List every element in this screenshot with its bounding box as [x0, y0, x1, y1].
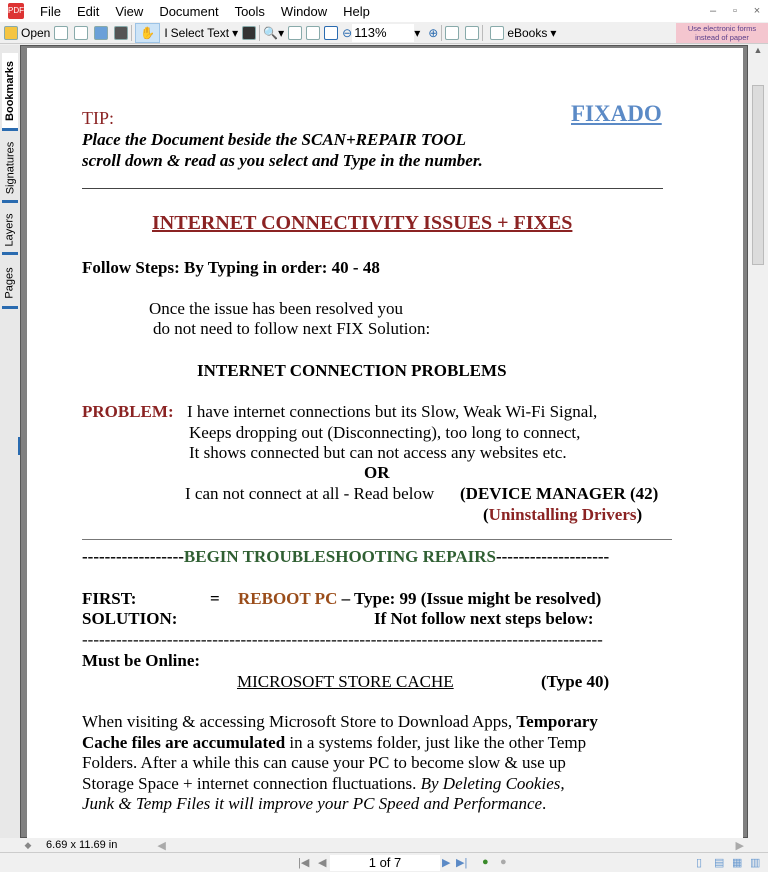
para-line-1	[82, 712, 598, 732]
resolved-note-1: Once the issue has been resolved you	[149, 299, 403, 318]
rotate-counterclockwise-icon[interactable]	[465, 26, 479, 40]
problem-line-4: I can not connect at all - Read below	[185, 484, 435, 503]
print-icon[interactable]	[74, 26, 88, 40]
divider	[482, 25, 483, 41]
tab-layers[interactable]	[2, 207, 18, 255]
pdf-page	[27, 48, 743, 838]
page-size-icon: ◆	[24, 839, 32, 850]
problem-line-1: I have internet connections but its Slow, Weak Wi-Fi Signal,	[187, 402, 598, 421]
menu-bar	[0, 0, 768, 22]
last-page-icon[interactable]: ▶|	[456, 857, 468, 869]
main-heading: INTERNET CONNECTIVITY ISSUES + FIXES	[152, 212, 573, 234]
ebooks-button[interactable]	[486, 23, 560, 43]
side-panel-tabs	[0, 45, 20, 838]
document-viewer	[20, 45, 748, 838]
reboot-text: REBOOT PC	[238, 589, 338, 608]
uninstall-drivers-text: Uninstalling Drivers	[488, 505, 637, 524]
rotate-clockwise-icon[interactable]	[445, 26, 459, 40]
email-icon[interactable]	[94, 26, 108, 40]
select-text-label: Select Text	[170, 25, 230, 40]
if-not-note: If Not follow next steps below:	[374, 609, 594, 628]
tab-label: Bookmarks	[4, 60, 17, 121]
menu-edit[interactable]: Edit	[76, 3, 100, 19]
tab-signatures[interactable]	[2, 135, 18, 203]
menu-file[interactable]: File	[40, 3, 61, 19]
zoom-in-icon[interactable]: 🔍	[263, 25, 279, 40]
menu-tools[interactable]: Tools	[234, 3, 265, 19]
tab-pages[interactable]	[2, 259, 18, 309]
problem-line-2: Keeps dropping out (Disconnecting), too long to connect,	[189, 423, 581, 442]
app-logo-icon: PDF	[8, 3, 24, 19]
text: Junk & Temp Files it will improve your PC Speed and Performance	[82, 794, 543, 813]
next-page-icon[interactable]: ▶	[442, 857, 451, 869]
divider	[131, 25, 132, 41]
select-text-button[interactable]	[160, 23, 242, 43]
para-line-4	[82, 774, 565, 794]
solution-label: SOLUTION:	[82, 609, 178, 628]
continuous-facing-icon[interactable]: ▥	[750, 857, 761, 869]
scroll-up-icon[interactable]: ▲	[753, 45, 763, 55]
store-cache-heading: MICROSOFT STORE CACHE	[237, 672, 454, 691]
open-label: Open	[21, 25, 51, 40]
begin-text: BEGIN TROUBLESHOOTING REPAIRS	[183, 547, 496, 566]
horizontal-scrollbar[interactable]	[20, 838, 748, 852]
dropdown-icon: ▾	[232, 25, 239, 40]
reboot-type: – Type: 99 (Issue might be resolved)	[337, 589, 602, 608]
scroll-left-icon[interactable]: ◀	[157, 839, 166, 852]
text: By Deleting Cookies,	[420, 774, 565, 793]
first-label: FIRST:	[82, 589, 137, 608]
must-be-online: Must be Online:	[82, 651, 201, 670]
divider	[82, 188, 663, 189]
problem-label: PROBLEM:	[82, 402, 174, 421]
ebook-icon	[490, 26, 504, 40]
zoom-input[interactable]	[352, 24, 414, 42]
ebooks-label: eBooks	[507, 25, 548, 40]
promo-banner[interactable]: Use electronic forms instead of paper	[676, 23, 768, 43]
minimize-button[interactable]: –	[709, 5, 717, 17]
tab-bookmarks[interactable]	[2, 53, 18, 131]
section-title: INTERNET CONNECTION PROBLEMS	[197, 361, 507, 380]
divider	[441, 25, 442, 41]
status-bar	[0, 852, 768, 872]
menu-view[interactable]: View	[115, 3, 144, 19]
or-text: OR	[364, 463, 390, 482]
toolbar	[0, 22, 768, 44]
restore-button[interactable]: ▫	[733, 5, 737, 17]
follow-steps: Follow Steps: By Typing in order: 40 - 48	[82, 258, 380, 277]
zoom-out-icon[interactable]: ⊖	[342, 25, 353, 40]
first-page-icon[interactable]: |◀	[298, 857, 310, 869]
hand-tool-button[interactable]	[135, 23, 160, 43]
fixado-link[interactable]: FIXADO	[571, 101, 662, 126]
fit-page-icon[interactable]	[306, 26, 320, 40]
fit-width-icon[interactable]	[324, 26, 338, 40]
reboot-step	[238, 589, 601, 609]
prev-page-icon[interactable]: ◀	[318, 857, 327, 869]
dash: ------------------	[82, 547, 184, 566]
page-size: 6.69 x 11.69 in	[46, 839, 118, 851]
tip-line-1: Place the Document beside the SCAN+REPAIR TOOL	[82, 130, 467, 149]
facing-icon[interactable]: ▦	[732, 857, 743, 869]
page-number-input[interactable]: 1 of 7	[330, 855, 440, 871]
para-line-5	[82, 794, 546, 814]
back-icon[interactable]: ●	[500, 856, 507, 868]
continuous-icon[interactable]: ▤	[714, 857, 725, 869]
dropdown-icon: ▾	[550, 25, 557, 40]
divider	[259, 25, 260, 41]
folder-icon	[4, 26, 18, 40]
menu-window[interactable]: Window	[280, 3, 328, 19]
tab-label: Signatures	[4, 141, 16, 194]
para-line-2	[82, 733, 586, 753]
hand-icon: ✋	[140, 25, 156, 40]
text: .	[542, 794, 547, 813]
vertical-scrollbar[interactable]	[748, 45, 768, 838]
actual-size-icon[interactable]	[288, 26, 302, 40]
tab-label: Pages	[4, 266, 17, 299]
zoom-in-plus-icon[interactable]: ⊕	[428, 25, 439, 40]
dash-divider: --------------------------------------------------------------------------------------------	[82, 630, 603, 649]
resolved-note-2: do not need to follow next FIX Solution:	[153, 319, 431, 338]
divider	[82, 539, 672, 540]
dropdown-icon[interactable]: ▾	[278, 25, 285, 40]
text: Temporary	[516, 712, 598, 731]
scroll-thumb[interactable]	[752, 85, 764, 265]
begin-repairs-heading	[82, 547, 609, 567]
menu-help[interactable]: Help	[343, 3, 370, 19]
tip-line-2: scroll down & read as you select and Type in the number.	[82, 151, 483, 170]
equals: =	[210, 589, 220, 608]
save-icon[interactable]	[54, 26, 68, 40]
text: in a systems folder, just like the other Temp	[285, 733, 587, 752]
zoom-dropdown-icon[interactable]: ▾	[414, 25, 421, 40]
text-cursor-icon: I	[164, 25, 168, 40]
tab-label: Layers	[4, 212, 16, 247]
problem-line-3: It shows connected but can not access any websites etc.	[189, 443, 567, 462]
close-button[interactable]: ×	[753, 5, 761, 17]
device-manager-ref: (DEVICE MANAGER (42)	[460, 484, 659, 503]
snapshot-icon[interactable]	[242, 26, 256, 40]
forward-icon[interactable]: ●	[482, 856, 489, 868]
menu-document[interactable]: Document	[159, 3, 219, 19]
uninstall-drivers-ref: (Uninstalling Drivers)	[483, 505, 643, 524]
dash: --------------------	[495, 547, 610, 566]
tip-label: TIP:	[82, 108, 115, 128]
single-page-icon[interactable]: ▯	[696, 857, 703, 869]
scroll-right-icon[interactable]: ▶	[735, 839, 744, 852]
para-line-3: Folders. After a while this can cause your PC to become slow & use up	[82, 753, 566, 772]
text: When visiting & accessing Microsoft Store to Download Apps,	[82, 712, 517, 731]
text: Storage Space + internet connection fluctuations.	[82, 774, 421, 793]
type-40: (Type 40)	[541, 672, 610, 691]
find-icon[interactable]	[114, 26, 128, 40]
open-button[interactable]	[0, 23, 54, 43]
text: Cache files are accumulated	[82, 733, 286, 752]
